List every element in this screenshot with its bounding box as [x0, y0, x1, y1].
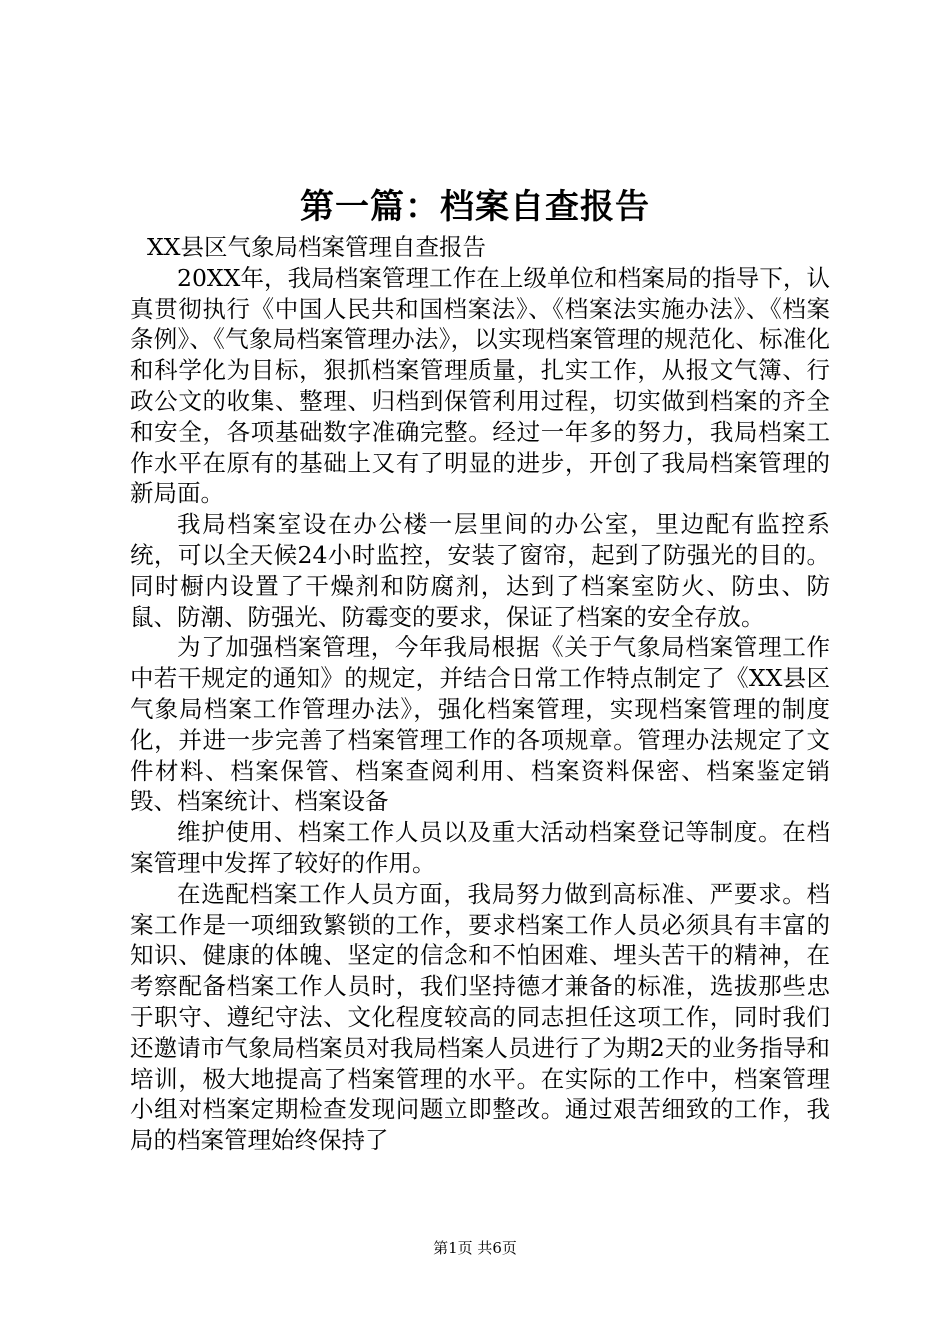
- page-title: 第一篇：档案自查报告: [300, 187, 650, 227]
- document-body: [130, 232, 830, 1156]
- page-footer: 第1页 共6页: [433, 1239, 517, 1257]
- paragraph: 为了加强档案管理，今年我局根据《关于气象局档案管理工作中若干规定的通知》的规定，并结合日常工作特点制定了《XX县区气象局档案工作管理办法》，强化档案管理，实现档案管理的制度化，并进一步完善了档案管理工作的各项规章。管理办法规定了文件材料、档案保管、档案查阅利用、档案资料保密、档案鉴定销毁、档案统计、档案设备: [130, 633, 830, 816]
- report-subtitle: XX县区气象局档案管理自查报告: [147, 233, 486, 261]
- paragraph: 维护使用、档案工作人员以及重大活动档案登记等制度。在档案管理中发挥了较好的作用。: [130, 818, 830, 877]
- paragraph: 我局档案室设在办公楼一层里间的办公室，里边配有监控系统，可以全天候24小时监控，安装了窗帘，起到了防强光的目的。同时橱内设置了干燥剂和防腐剂，达到了档案室防火、防虫、防鼠、防潮、防强光、防霉变的要求，保证了档案的安全存放。: [130, 510, 830, 631]
- paragraph: 在选配档案工作人员方面，我局努力做到高标准、严要求。档案工作是一项细致繁锁的工作，要求档案工作人员必须具有丰富的知识、健康的体魄、坚定的信念和不怕困难、埋头苦干的精神，在考察配备档案工作人员时，我们坚持德才兼备的标准，选拔那些忠于职守、遵纪守法、文化程度较高的同志担任这项工作，同时我们还邀请市气象局档案员对我局档案人员进行了为期2天的业务指导和培训，极大地提高了档案管理的水平。在实际的工作中，档案管理小组对档案定期检查发现问题立即整改。通过艰苦细致的工作，我局的档案管理始终保持了: [130, 879, 830, 1155]
- paragraph: 20XX年，我局档案管理工作在上级单位和档案局的指导下，认真贯彻执行《中国人民共和国档案法》、《档案法实施办法》、《档案条例》、《气象局档案管理办法》，以实现档案管理的规范化、标准化和科学化为目标，狠抓档案管理质量，扎实工作，从报文气簿、行政公文的收集、整理、归档到保管利用过程，切实做到档案的齐全和安全，各项基础数字准确完整。经过一年多的努力，我局档案工作水平在原有的基础上又有了明显的进步，开创了我局档案管理的新局面。: [130, 263, 830, 508]
